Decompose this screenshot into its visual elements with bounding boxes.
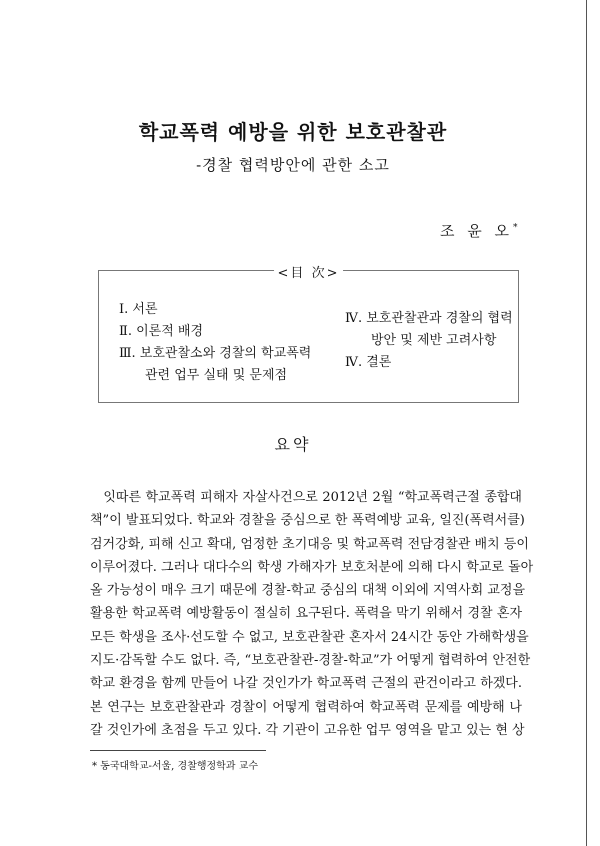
- toc-left-column: [119, 299, 311, 387]
- footnote-divider: [90, 750, 266, 751]
- toc-item: Ⅱ. 이론적 배경: [119, 324, 204, 339]
- abstract-line: 갈 것인가에 초점을 두고 있다. 각 기관이 고유한 업무 영역을 맡고 있는 현 상: [90, 722, 525, 738]
- toc-item: Ⅲ. 보호관찰소와 경찰의 학교폭력: [119, 346, 312, 361]
- toc-item-continuation: 관련 업무 실태 및 문제점: [145, 368, 288, 383]
- toc-heading: <目 次>: [274, 262, 344, 281]
- abstract-line: 지도·감독할 수도 없다. 즉, “보호관찰관-경찰-학교”가 어떻게 협력하여 안전한: [90, 653, 531, 669]
- paper-title: 학교폭력 예방을 위한 보호관찰관: [138, 120, 448, 144]
- paper-subtitle: -경찰 협력방안에 관한 소고: [196, 156, 390, 174]
- abstract-line: 잇따른 학교폭력 피해자 자살사건으로 2012년 2월 “학교폭력근절 종합대: [90, 490, 522, 505]
- abstract-line: 올 가능성이 매우 크기 때문에 경찰-학교 중심의 대책 이외에 지역사회 교정을: [90, 583, 526, 599]
- author-name: [440, 220, 518, 241]
- toc-item: Ⅰ. 서론: [119, 302, 158, 317]
- abstract-body: [90, 486, 534, 742]
- table-of-contents: [98, 266, 519, 403]
- abstract-line: 본 연구는 보호관찰관과 경찰이 어떻게 협력하여 학교폭력 문제를 예방해 나: [90, 699, 522, 715]
- toc-item-continuation: 방안 및 제반 고려사항: [371, 333, 497, 348]
- toc-item: Ⅳ. 보호관찰관과 경찰의 협력: [345, 311, 513, 326]
- abstract-line: 활용한 학교폭력 예방활동이 절실히 요구된다. 폭력을 막기 위해서 경찰 혼자: [90, 606, 522, 622]
- abstract-line: 이루어졌다. 그러나 대다수의 학생 가해자가 보호처분에 의해 다시 학교로 돌아: [90, 559, 534, 575]
- abstract-line: 모든 학생을 조사·선도할 수 없고, 보호관찰관 혼자서 24시간 동안 가해학생을: [90, 629, 529, 645]
- author-footnote-mark: *: [513, 223, 518, 233]
- toc-item: Ⅳ. 결론: [345, 355, 392, 370]
- toc-right-column: [345, 308, 513, 374]
- abstract-line: 학교 환경을 함께 만들어 나갈 것인가가 학교폭력 근절의 관건이라고 하겠다.: [90, 676, 522, 692]
- abstract-line: 책”이 발표되었다. 학교와 경찰을 중심으로 한 폭력예방 교육, 일진(폭력서클): [90, 513, 525, 529]
- abstract-line: 검거강화, 피해 신고 확대, 엄정한 초기대응 및 학교폭력 전담경찰관 배치 등이: [90, 536, 529, 552]
- author-text: 조 윤 오: [440, 222, 514, 240]
- author-footnote: * 동국대학교-서울, 경찰행정학과 교수: [92, 761, 258, 772]
- abstract-heading: 요약: [274, 435, 312, 454]
